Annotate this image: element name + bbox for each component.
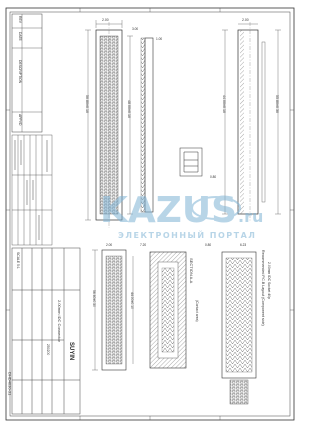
- part-number: 250200: [46, 344, 50, 356]
- dim-lower-d: 6.23: [240, 243, 247, 247]
- dim-lower-overall: 56.60±0.30: [92, 290, 96, 307]
- dim-end-overall: 55.80±0.30: [275, 95, 279, 113]
- watermark-text: KAZUS: [100, 190, 238, 231]
- detail-view: [180, 148, 202, 176]
- dim-overall: 50.80±0.10: [85, 95, 89, 113]
- connector-side-view: [141, 38, 153, 212]
- appvd-header: APPVD: [18, 114, 22, 126]
- product-name: 2.00mm IDC Connector: [57, 300, 62, 343]
- date-header: DATE: [18, 32, 22, 41]
- watermark-suffix: .ru: [238, 207, 264, 226]
- description-header: DESCRIPTION: [18, 60, 22, 84]
- pcb-layout-view: [222, 252, 256, 404]
- dim-side-b: 1.00: [156, 37, 163, 41]
- dim-pins: 48.00±0.10: [127, 100, 131, 118]
- drawing-number: DHD4030-31: [7, 372, 13, 396]
- rev-header: REV: [18, 16, 22, 23]
- scale-label: SCALE 5:1: [16, 252, 20, 269]
- connector-end-view: [238, 22, 265, 222]
- dim-lower-pins: 44.00±0.10: [130, 292, 134, 309]
- title-block: [12, 248, 80, 414]
- dim-lower-c: 2.00: [106, 243, 113, 247]
- lower-left-view: [92, 250, 133, 370]
- section-view: [150, 252, 186, 368]
- watermark-tagline: ЭЛЕКТРОННЫЙ ПОРТАЛ: [118, 231, 257, 240]
- dim-end-view: 44.00±0.10: [222, 95, 226, 113]
- dim-lower-b: 0.80: [205, 243, 212, 247]
- dim-detail: 0.80: [210, 175, 217, 179]
- notes-block: [12, 135, 52, 245]
- dim-lower-a: 7.20: [140, 243, 147, 247]
- company-name: SUYIN: [68, 342, 74, 361]
- dim-top-width: 2.00: [102, 18, 109, 22]
- revision-table: [12, 14, 42, 132]
- dim-end-width: 2.00: [242, 18, 249, 22]
- section-a-label: SECTION A-A: [189, 258, 194, 284]
- pcb-note-sub: 2.00mm IDC Socket 40p: [267, 262, 271, 299]
- pcb-note-title: Recommended P.C.B Layout (Component side): [261, 250, 265, 326]
- dim-side-a: 3.00: [132, 27, 139, 31]
- contact-area-label: (Contact area): [195, 300, 199, 322]
